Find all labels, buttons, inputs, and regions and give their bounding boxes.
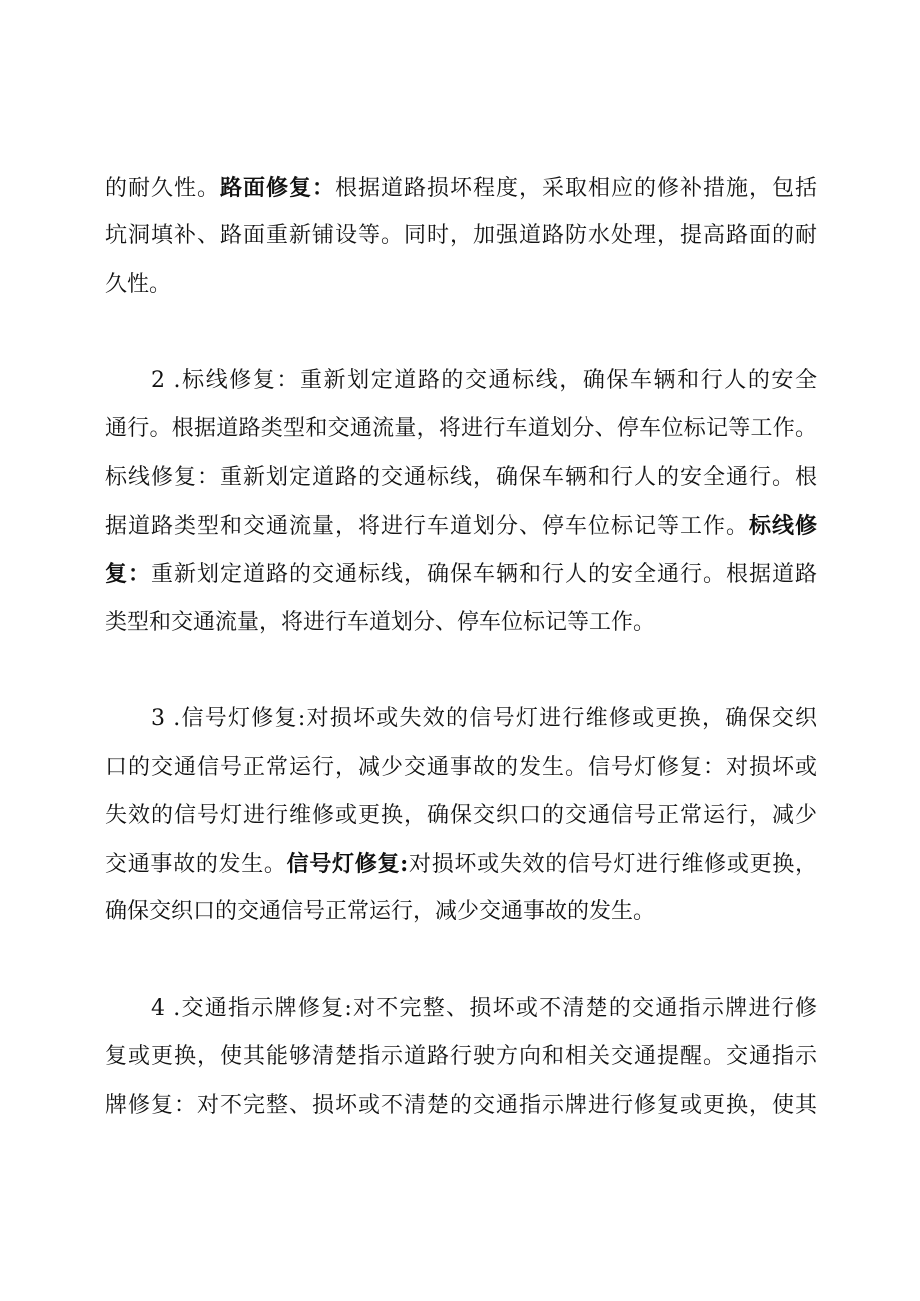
text-segment: 重新划定道路的交通标线，确保车辆和行人的安全通行。根据道路 — [151, 562, 817, 588]
document-body — [105, 164, 817, 1130]
text-segment: 4 .交通指示牌修复:对不完整、损坏或不清楚的交通指示牌进行修 — [151, 996, 817, 1022]
text-segment: 通行。根据道路类型和交通流量，将进行车道划分、停车位标记等工作。 — [105, 416, 817, 442]
text-line — [105, 1082, 817, 1130]
text-line — [105, 405, 817, 453]
bold-heading: 复： — [105, 561, 151, 588]
text-line — [105, 212, 817, 260]
text-line — [105, 550, 817, 598]
text-line — [105, 1033, 817, 1081]
paragraph-lane-marking — [105, 357, 817, 647]
text-line — [105, 695, 817, 743]
text-line — [105, 744, 817, 792]
text-segment: 的耐久性。 — [105, 176, 220, 201]
text-segment: 类型和交通流量，将进行车道划分、停车位标记等工作。 — [105, 609, 656, 635]
text-segment: 3 .信号灯修复:对损坏或失效的信号灯进行维修或更换，确保交织 — [151, 706, 817, 732]
text-segment: 根据道路损坏程度，采取相应的修补措施，包括 — [335, 176, 817, 201]
text-line — [105, 888, 817, 936]
paragraph-road-surface — [105, 164, 817, 309]
paragraph-traffic-signal — [105, 695, 817, 936]
text-segment: 复或更换，使其能够清楚指示道路行驶方向和相关交通提醒。交通指示 — [105, 1044, 817, 1070]
bold-heading: 信号灯修复: — [286, 851, 409, 878]
text-line — [105, 502, 817, 550]
text-segment: 据道路类型和交通流量，将进行车道划分、停车位标记等工作。 — [105, 514, 749, 540]
text-line — [105, 261, 817, 309]
text-segment: 失效的信号灯进行维修或更换，确保交织口的交通信号正常运行，减少 — [105, 802, 817, 828]
text-segment: 交通事故的发生。 — [105, 852, 287, 878]
text-line — [105, 985, 817, 1033]
text-segment: 口的交通信号正常运行，减少交通事故的发生。信号灯修复：对损坏或 — [105, 754, 817, 780]
text-line — [105, 840, 817, 888]
text-segment: 牌修复：对不完整、损坏或不清楚的交通指示牌进行修复或更换，使其 — [105, 1092, 817, 1118]
text-segment: 2 .标线修复：重新划定道路的交通标线，确保车辆和行人的安全 — [151, 368, 817, 394]
text-segment: 确保交织口的交通信号正常运行，减少交通事故的发生。 — [105, 899, 656, 925]
text-line — [105, 599, 817, 647]
text-line — [105, 792, 817, 840]
text-line — [105, 454, 817, 502]
text-line — [105, 164, 817, 212]
text-line — [105, 357, 817, 405]
text-segment: 对损坏或失效的信号灯进行维修或更换， — [408, 852, 817, 878]
text-segment: 坑洞填补、路面重新铺设等。同时，加强道路防水处理，提高路面的耐 — [105, 223, 817, 249]
bold-heading: 标线修 — [748, 513, 817, 540]
bold-heading: 路面修复： — [220, 175, 335, 201]
text-segment: 久性。 — [105, 271, 172, 297]
text-segment: 标线修复：重新划定道路的交通标线，确保车辆和行人的安全通行。根 — [105, 464, 817, 490]
paragraph-traffic-sign — [105, 985, 817, 1130]
